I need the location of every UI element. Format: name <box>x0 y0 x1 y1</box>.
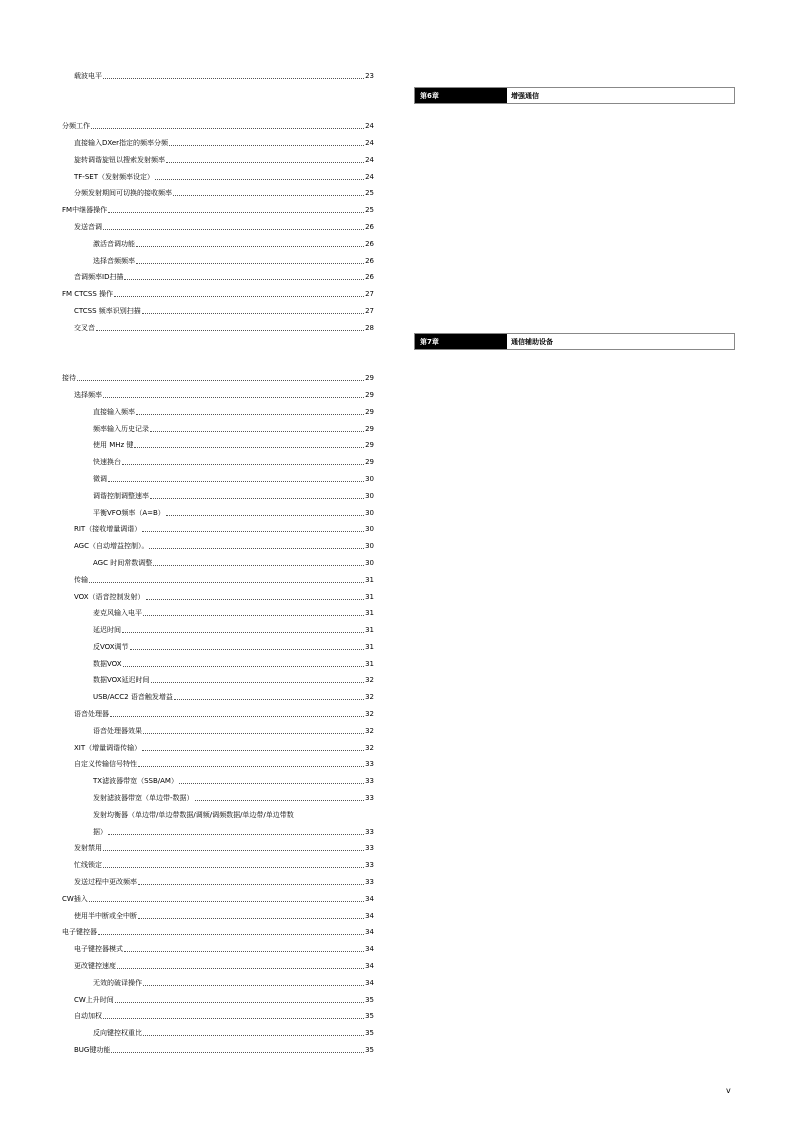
toc-entry[interactable] <box>62 954 374 971</box>
toc-entry-page: 33 <box>365 760 374 769</box>
toc-leader-dots <box>146 598 365 600</box>
toc-entry[interactable] <box>62 971 374 988</box>
toc-entry[interactable] <box>62 383 374 400</box>
toc-entry[interactable] <box>62 299 374 316</box>
toc-entry[interactable] <box>62 820 374 837</box>
chapter-7-header <box>414 333 735 350</box>
toc-entry-title: 使用半中断或全中断 <box>74 911 137 920</box>
toc-entry-title: 发射滤波器带宽（单边带-数据） <box>93 794 194 803</box>
toc-entry[interactable] <box>62 937 374 954</box>
toc-entry[interactable] <box>62 232 374 249</box>
toc-entry-title: 无效的破译操作 <box>93 978 142 987</box>
toc-entry[interactable] <box>62 769 374 786</box>
toc-entry-page: 35 <box>365 1012 374 1021</box>
toc-entry[interactable] <box>62 114 374 131</box>
toc-entry-title: 据） <box>93 827 107 836</box>
toc-entry-page: 31 <box>365 659 374 668</box>
toc-entry-page: 32 <box>365 726 374 735</box>
toc-entry[interactable] <box>62 182 374 199</box>
toc-entry-page: 26 <box>365 239 374 248</box>
toc-entry-title: 选择频率 <box>74 390 102 399</box>
toc-entry-page: 29 <box>365 407 374 416</box>
toc-leader-dots <box>124 950 364 952</box>
toc-entry-title: 微调 <box>93 474 107 483</box>
toc-entry-page: 30 <box>365 525 374 534</box>
toc-entry[interactable] <box>62 685 374 702</box>
toc-leader-dots <box>173 194 364 196</box>
toc-leader-dots <box>153 564 364 566</box>
toc-leader-dots <box>150 430 364 432</box>
page-number: v <box>726 1086 731 1095</box>
toc-entry[interactable] <box>62 198 374 215</box>
toc-leader-dots <box>103 1017 364 1019</box>
toc-entry-page: 33 <box>365 777 374 786</box>
toc-leader-dots <box>108 211 364 213</box>
toc-entry-page: 33 <box>365 878 374 887</box>
toc-entry[interactable] <box>62 64 374 81</box>
toc-leader-dots <box>166 161 364 163</box>
toc-leader-dots <box>89 581 364 583</box>
toc-entry-page: 30 <box>365 542 374 551</box>
toc-entry[interactable] <box>62 837 374 854</box>
toc-entry-title: 直接输入DXer指定的频率分频 <box>74 138 169 147</box>
toc-entry-page: 34 <box>365 928 374 937</box>
toc-entry-title: 延迟时间 <box>93 626 121 635</box>
toc-entry-page: 34 <box>365 978 374 987</box>
toc-entry-page: 27 <box>365 306 374 315</box>
toc-entry-page: 31 <box>365 575 374 584</box>
toc-leader-dots <box>77 379 364 381</box>
toc-entry-page: 30 <box>365 558 374 567</box>
toc-entry-page: 33 <box>365 861 374 870</box>
toc-entry-page: 29 <box>365 458 374 467</box>
toc-entry-title: 发射禁用 <box>74 844 102 853</box>
toc-entry[interactable] <box>62 887 374 904</box>
toc-leader-dots <box>130 648 365 650</box>
toc-leader-dots <box>138 917 364 919</box>
toc-entry[interactable] <box>62 803 374 820</box>
toc-entry-page: 34 <box>365 945 374 954</box>
toc-entry[interactable] <box>62 518 374 535</box>
toc-entry[interactable] <box>62 316 374 333</box>
toc-entry-title: 旋转调谐旋钮以搜索发射频率 <box>74 155 165 164</box>
toc-entry[interactable] <box>62 484 374 501</box>
toc-leader-dots <box>103 396 364 398</box>
toc-leader-dots <box>138 765 364 767</box>
toc-entry[interactable] <box>62 753 374 770</box>
toc-entry-page: 25 <box>365 189 374 198</box>
toc-entry-title: 自动加权 <box>74 1012 102 1021</box>
toc-entry[interactable] <box>62 719 374 736</box>
toc-entry-page: 24 <box>365 155 374 164</box>
toc-entry-page: 34 <box>365 962 374 971</box>
toc-leader-dots <box>143 614 364 616</box>
chapter-number: 第6章 <box>415 88 507 103</box>
toc-leader-dots <box>155 178 364 180</box>
toc-entry-page: 28 <box>365 323 374 332</box>
toc-leader-dots <box>110 715 364 717</box>
toc-entry[interactable] <box>62 282 374 299</box>
toc-leader-dots <box>134 446 364 448</box>
toc-entry-title: 发送过程中更改频率 <box>74 878 137 887</box>
toc-entry-title: RIT（接收增量调谐） <box>74 525 142 534</box>
toc-entry[interactable] <box>62 450 374 467</box>
toc-entry[interactable] <box>62 148 374 165</box>
toc-entry-page: 32 <box>365 743 374 752</box>
toc-entry[interactable] <box>62 534 374 551</box>
toc-entry-title: AGC（自动增益控制）。 <box>74 542 149 551</box>
chapter-title: 通信辅助设备 <box>511 337 553 346</box>
toc-entry-page: 35 <box>365 995 374 1004</box>
toc-leader-dots <box>136 262 364 264</box>
toc-entry-page: 26 <box>365 222 374 231</box>
toc-entry-title: 分频工作 <box>62 122 90 131</box>
toc-entry-page: 31 <box>365 592 374 601</box>
toc-entry[interactable] <box>62 602 374 619</box>
toc-leader-dots <box>114 295 364 297</box>
toc-leader-dots <box>169 144 364 146</box>
toc-entry[interactable] <box>62 417 374 434</box>
toc-entry[interactable] <box>62 400 374 417</box>
toc-entry[interactable] <box>62 702 374 719</box>
toc-spacer <box>62 98 374 115</box>
toc-entry-title: AGC 时间常数调整 <box>93 558 153 567</box>
toc-entry-title: 载波电平 <box>74 71 102 80</box>
toc-entry-title: 忙线锁定 <box>74 861 102 870</box>
toc-entry-title: 分频发射期间可切换的接收频率 <box>74 189 172 198</box>
toc-entry-title: 语音处理器 <box>74 710 109 719</box>
toc-entry-title: TF-SET（发射频率设定） <box>74 172 154 181</box>
toc-entry-title: 反向键控权重比 <box>93 1029 142 1038</box>
toc-entry[interactable] <box>62 215 374 232</box>
toc-leader-dots <box>108 833 364 835</box>
toc-entry[interactable] <box>62 249 374 266</box>
toc-leader-dots <box>143 1034 364 1036</box>
toc-leader-dots <box>142 749 364 751</box>
toc-entry[interactable] <box>62 551 374 568</box>
toc-entry-page: 32 <box>365 676 374 685</box>
toc-entry-title: 快速换台 <box>93 458 121 467</box>
toc-entry-page: 30 <box>365 491 374 500</box>
toc-leader-dots <box>91 127 364 129</box>
toc-leader-dots <box>117 967 364 969</box>
toc-leader-dots <box>174 698 364 700</box>
toc-entry-title: 语音处理器效果 <box>93 726 142 735</box>
toc-leader-dots <box>166 514 364 516</box>
toc-entry-page: 29 <box>365 441 374 450</box>
toc-entry-title: 更改键控速度 <box>74 962 116 971</box>
toc-entry-page: 25 <box>365 206 374 215</box>
toc-entry[interactable] <box>62 988 374 1005</box>
toc-leader-dots <box>103 866 364 868</box>
toc-leader-dots <box>115 1001 364 1003</box>
toc-entry-page: 31 <box>365 626 374 635</box>
toc-entry-title: XIT（增量调谐传输） <box>74 743 142 752</box>
toc-entry-page: 26 <box>365 256 374 265</box>
chapter-title: 增强通信 <box>511 91 539 100</box>
toc-entry[interactable] <box>62 366 374 383</box>
toc-leader-dots <box>124 278 364 280</box>
toc-entry-title: 调谐控制调整速率 <box>93 491 149 500</box>
toc-leader-dots <box>143 732 364 734</box>
toc-leader-dots <box>136 413 364 415</box>
toc-entry-title: 麦克风输入电平 <box>93 609 142 618</box>
toc-entry[interactable] <box>62 131 374 148</box>
toc-leader-dots <box>98 933 364 935</box>
toc-entry[interactable] <box>62 786 374 803</box>
toc-entry-title: 交叉音 <box>74 323 95 332</box>
toc-entry-page: 29 <box>365 374 374 383</box>
toc-spacer <box>62 333 374 350</box>
toc-entry-page: 33 <box>365 827 374 836</box>
toc-entry-page: 32 <box>365 693 374 702</box>
toc-leader-dots <box>195 799 365 801</box>
toc-entry-page: 35 <box>365 1029 374 1038</box>
toc-entry-title: FM中继器操作 <box>62 206 108 215</box>
toc-leader-dots <box>151 681 365 683</box>
toc-entry[interactable] <box>62 669 374 686</box>
toc-entry[interactable] <box>62 165 374 182</box>
toc-entry-title: 选择音频频率 <box>93 256 135 265</box>
toc-entry[interactable] <box>62 585 374 602</box>
toc-entry-page: 27 <box>365 290 374 299</box>
toc-spacer <box>62 81 374 98</box>
toc-entry-title: 直接输入频率 <box>93 407 135 416</box>
toc-leader-dots <box>96 329 364 331</box>
toc-entry-title: 激活音调功能 <box>93 239 135 248</box>
toc-leader-dots <box>111 1051 364 1053</box>
table-of-contents <box>62 64 374 1055</box>
toc-entry-page: 34 <box>365 894 374 903</box>
toc-leader-dots <box>179 782 364 784</box>
chapter-number: 第7章 <box>415 334 507 349</box>
toc-leader-dots <box>150 497 364 499</box>
toc-leader-dots <box>138 883 364 885</box>
toc-leader-dots <box>103 228 364 230</box>
toc-entry-title: VOX（语音控制发射） <box>74 592 145 601</box>
toc-entry-page: 24 <box>365 122 374 131</box>
toc-entry-title: CTCSS 频率识别扫描 <box>74 306 141 315</box>
toc-leader-dots <box>142 530 364 532</box>
toc-entry-title: 使用 MHz 键 <box>93 441 134 450</box>
toc-entry-title: 发送音调 <box>74 222 102 231</box>
toc-entry-page: 24 <box>365 172 374 181</box>
toc-entry[interactable] <box>62 652 374 669</box>
toc-entry-page: 33 <box>365 844 374 853</box>
toc-entry[interactable] <box>62 1021 374 1038</box>
toc-entry-title: 传输 <box>74 575 88 584</box>
toc-entry-page: 29 <box>365 390 374 399</box>
toc-spacer <box>62 350 374 367</box>
toc-leader-dots <box>122 463 364 465</box>
toc-entry[interactable] <box>62 501 374 518</box>
toc-leader-dots <box>149 547 364 549</box>
toc-entry-page: 23 <box>365 71 374 80</box>
toc-entry-title: 平衡VFO频率（A=B） <box>93 508 165 517</box>
toc-leader-dots <box>123 665 365 667</box>
toc-entry-page: 24 <box>365 138 374 147</box>
toc-entry-page: 35 <box>365 1046 374 1055</box>
toc-entry-page: 30 <box>365 508 374 517</box>
toc-entry[interactable] <box>62 921 374 938</box>
toc-entry[interactable] <box>62 618 374 635</box>
toc-entry-page: 32 <box>365 710 374 719</box>
toc-entry-page: 31 <box>365 609 374 618</box>
toc-entry-title: CW插入 <box>62 894 88 903</box>
toc-leader-dots <box>143 984 364 986</box>
toc-entry[interactable] <box>62 1038 374 1055</box>
toc-entry[interactable] <box>62 1005 374 1022</box>
toc-entry-title: FM CTCSS 操作 <box>62 290 114 299</box>
toc-entry-title: 数据VOX <box>93 659 122 668</box>
toc-entry-title: 数据VOX延迟时间 <box>93 676 150 685</box>
toc-entry-page: 34 <box>365 911 374 920</box>
toc-leader-dots <box>89 900 364 902</box>
toc-entry[interactable] <box>62 853 374 870</box>
toc-entry[interactable] <box>62 904 374 921</box>
toc-leader-dots <box>103 849 364 851</box>
chapter-6-header <box>414 87 735 104</box>
toc-entry[interactable] <box>62 870 374 887</box>
toc-entry-title: 反VOX调节 <box>93 642 129 651</box>
toc-entry[interactable] <box>62 736 374 753</box>
toc-entry[interactable] <box>62 467 374 484</box>
toc-entry-page: 31 <box>365 642 374 651</box>
toc-entry[interactable] <box>62 568 374 585</box>
toc-leader-dots <box>142 312 364 314</box>
toc-entry-page: 33 <box>365 794 374 803</box>
toc-entry-title: TX滤波器带宽（SSB/AM） <box>93 777 178 786</box>
toc-entry-title: 发射均衡器（单边带/单边带数据/调频/调频数据/单边带/单边带数 <box>93 810 294 819</box>
toc-entry-title: 频率输入历史记录 <box>93 424 149 433</box>
toc-entry-page: 29 <box>365 424 374 433</box>
toc-leader-dots <box>103 77 364 79</box>
toc-entry[interactable] <box>62 266 374 283</box>
toc-entry-page: 30 <box>365 474 374 483</box>
toc-entry-title: 电子键控器 <box>62 928 97 937</box>
toc-leader-dots <box>122 631 364 633</box>
toc-entry-title: 电子键控器模式 <box>74 945 123 954</box>
toc-entry-title: BUG键功能 <box>74 1046 111 1055</box>
toc-leader-dots <box>136 245 364 247</box>
toc-entry-title: 音调频率ID扫描 <box>74 273 124 282</box>
toc-entry-title: 接待 <box>62 374 76 383</box>
toc-entry-title: USB/ACC2 语音触发增益 <box>93 693 173 702</box>
toc-entry[interactable] <box>62 635 374 652</box>
toc-entry-title: CW上升时间 <box>74 995 114 1004</box>
toc-entry-title: 自定义传输信号特性 <box>74 760 137 769</box>
toc-entry-page: 26 <box>365 273 374 282</box>
toc-leader-dots <box>108 480 364 482</box>
toc-entry[interactable] <box>62 434 374 451</box>
